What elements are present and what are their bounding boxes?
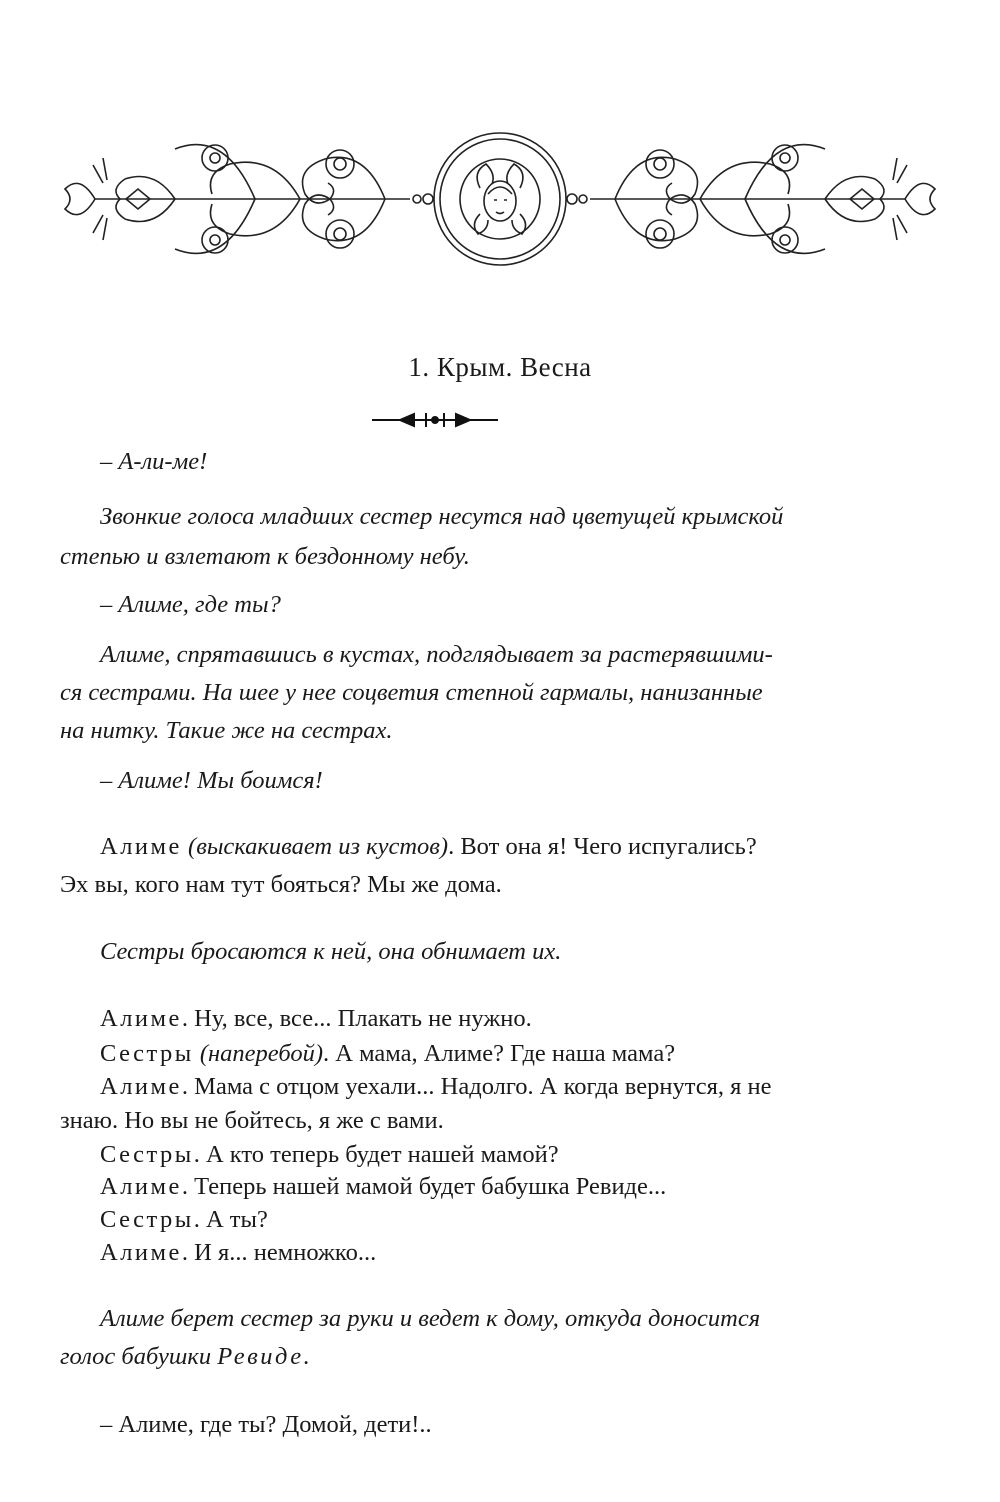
dialogue-text: . Теперь нашей мамой будет бабушка Ревиде...: [181, 1173, 667, 1200]
header-ornament: [55, 128, 945, 270]
speaker-name: Сестры: [100, 1141, 194, 1168]
dialogue-text: . Мама с отцом уехали... Надолго. А когда вернутся, я не: [181, 1073, 772, 1100]
dialogue-line: [100, 1037, 675, 1071]
text-line: [60, 1340, 310, 1374]
text-line: степью и взлетают к бездонному небу.: [60, 543, 470, 570]
chapter-title: 1. Крым. Весна: [408, 352, 592, 382]
dialogue-text: . Вот она я! Чего испугались?: [448, 833, 757, 860]
dialogue-line: [100, 1138, 559, 1172]
character-name: Ревиде: [217, 1343, 304, 1370]
dialogue-text: . А мама, Алиме? Где наша мама?: [323, 1040, 676, 1067]
stage-direction: (наперебой): [199, 1040, 323, 1067]
dialogue-line: [100, 1203, 268, 1237]
text-line: Звонкие голоса младших сестер несутся над цветущей крымской: [100, 503, 784, 530]
text-fragment: .: [303, 1343, 310, 1370]
text-line: – Алиме, где ты? Домой, дети!..: [100, 1411, 432, 1438]
dialogue-text: . Ну, все, все... Плакать не нужно.: [181, 1005, 532, 1032]
dialogue-line: [100, 1236, 376, 1270]
text-line: Алиме, спрятавшись в кустах, подглядывает за растерявшими-: [100, 641, 773, 668]
speaker-name: Алиме: [100, 1239, 182, 1266]
dialogue-line: [100, 1070, 772, 1104]
text-line: ся сестрами. На шее у нее соцветия степной гармалы, нанизанные: [60, 679, 763, 706]
text-line: Алиме берет сестер за руки и ведет к дому, откуда доносится: [100, 1305, 761, 1332]
speaker-name: Алиме: [100, 833, 182, 860]
text-fragment: голос бабушки: [60, 1343, 218, 1370]
speaker-name: Алиме: [100, 1005, 182, 1032]
text-line: – А-ли-ме!: [100, 448, 208, 475]
dialogue-line: [100, 1002, 532, 1036]
title-flourish: [370, 408, 500, 432]
speaker-name: Алиме: [100, 1173, 182, 1200]
text-line: Сестры бросаются к ней, она обнимает их.: [100, 938, 562, 965]
stage-direction: (выскакивает из кустов): [188, 833, 449, 860]
text-line: – Алиме! Мы боимся!: [100, 767, 323, 794]
speaker-name: Сестры: [100, 1206, 194, 1233]
speaker-name: Алиме: [100, 1073, 182, 1100]
text-line: – Алиме, где ты?: [100, 591, 281, 618]
text-line: Эх вы, кого нам тут бояться? Мы же дома.: [60, 871, 502, 898]
dialogue-text: . А ты?: [193, 1206, 268, 1233]
speaker-name: Сестры: [100, 1040, 194, 1067]
dialogue-text: . А кто теперь будет нашей мамой?: [193, 1141, 559, 1168]
dialogue-line: [100, 830, 757, 864]
dialogue-text: . И я... немножко...: [181, 1239, 377, 1266]
text-line: знаю. Но вы не бойтесь, я же с вами.: [60, 1107, 444, 1134]
dialogue-line: [100, 1170, 666, 1204]
text-line: на нитку. Такие же на сестрах.: [60, 717, 393, 744]
